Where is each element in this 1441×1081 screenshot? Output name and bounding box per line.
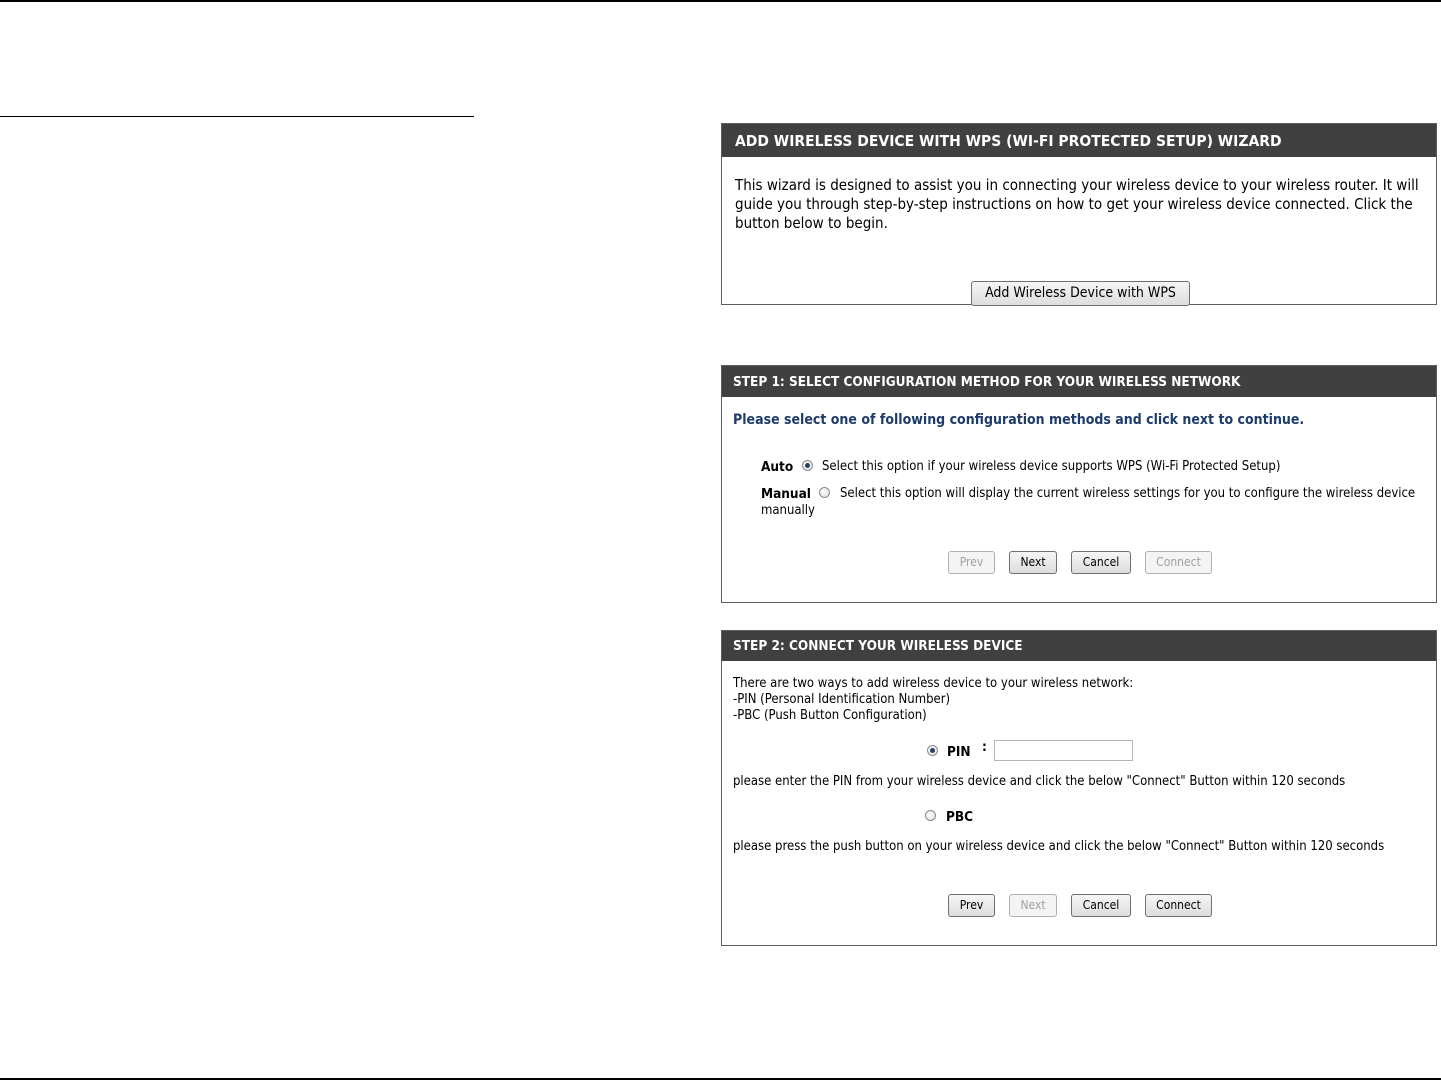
manual-description-wrap: manually (761, 503, 815, 518)
auto-radio[interactable] (802, 460, 813, 471)
pbc-help-text: please press the push button on your wireless device and click the below "Connect" Button within 120 seconds (733, 839, 1385, 854)
pin-input[interactable] (994, 740, 1133, 761)
manual-radio[interactable] (819, 487, 830, 498)
step2-intro-line3: -PBC (Push Button Configuration) (733, 708, 927, 723)
step2-prev-button[interactable]: Prev (948, 894, 995, 917)
pin-colon: : (982, 739, 987, 755)
step2-intro-line2: -PIN (Personal Identification Number) (733, 692, 951, 707)
bottom-rule (0, 1078, 1441, 1080)
pin-radio[interactable] (927, 745, 938, 756)
wps-wizard-panel (721, 123, 1437, 305)
step1-instruction: Please select one of following configuration methods and click next to continue. (733, 412, 1305, 428)
step2-intro-line1: There are two ways to add wireless device to your wireless network: (733, 676, 1134, 691)
manual-label: Manual (761, 486, 811, 502)
wps-wizard-description: This wizard is designed to assist you in connecting your wireless device to your wireless router. It will guide you through step-by-step instructions on how to get your wireless device connected. Click the button below to begin. (735, 176, 1419, 232)
top-rule (0, 0, 1441, 2)
manual-description: Select this option will display the current wireless settings for you to configure the wireless device (840, 486, 1416, 501)
step1-title: STEP 1: SELECT CONFIGURATION METHOD FOR YOUR WIRELESS NETWORK (722, 366, 1436, 397)
wps-wizard-title: ADD WIRELESS DEVICE WITH WPS (WI-FI PROTECTED SETUP) WIZARD (722, 124, 1436, 157)
pbc-radio[interactable] (925, 810, 936, 821)
section-underline (0, 116, 474, 117)
pbc-label: PBC (946, 809, 974, 825)
pin-label: PIN (947, 744, 971, 760)
add-wireless-device-button[interactable]: Add Wireless Device with WPS (971, 281, 1190, 306)
step2-title: STEP 2: CONNECT YOUR WIRELESS DEVICE (722, 631, 1436, 661)
step2-panel (721, 630, 1437, 946)
step1-prev-button[interactable]: Prev (948, 551, 995, 574)
step1-connect-button[interactable]: Connect (1145, 551, 1212, 574)
step1-cancel-button[interactable]: Cancel (1071, 551, 1131, 574)
auto-label: Auto (761, 459, 794, 475)
step1-next-button[interactable]: Next (1009, 551, 1057, 574)
step2-next-button[interactable]: Next (1009, 894, 1057, 917)
auto-description: Select this option if your wireless device supports WPS (Wi-Fi Protected Setup) (822, 459, 1281, 474)
step1-panel (721, 365, 1437, 603)
step2-cancel-button[interactable]: Cancel (1071, 894, 1131, 917)
pin-help-text: please enter the PIN from your wireless device and click the below "Connect" Button within 120 seconds (733, 774, 1346, 789)
step2-connect-button[interactable]: Connect (1145, 894, 1212, 917)
